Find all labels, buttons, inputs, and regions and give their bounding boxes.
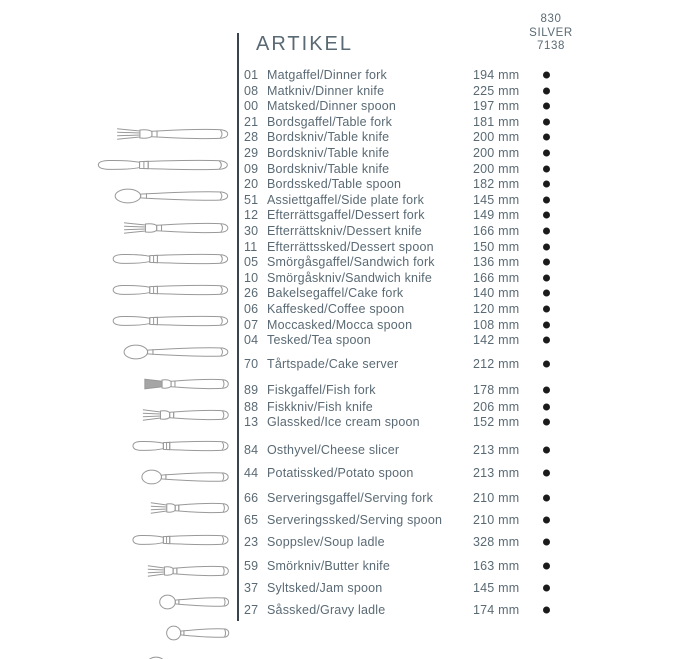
article-length: 200 mm	[473, 130, 520, 145]
article-name: Bordskniv/Table knife	[267, 146, 390, 160]
article-code: 12	[244, 208, 259, 223]
spoon-illustration-icon	[166, 625, 230, 641]
article-name: Potatissked/Potato spoon	[267, 466, 414, 480]
availability-dot	[543, 150, 550, 157]
article-length: 120 mm	[473, 302, 520, 316]
article-name: Assiettgaffel/Side plate fork	[267, 192, 425, 207]
article-name: Efterrättskniv/Dessert knife	[267, 224, 422, 238]
availability-dot	[543, 103, 550, 110]
availability-dot	[543, 495, 550, 502]
article-row	[0, 602, 682, 618]
article-name: Såssked/Gravy ladle	[267, 603, 386, 617]
article-row	[0, 192, 682, 208]
article-code: 05	[244, 255, 259, 270]
article-code: 23	[244, 535, 259, 549]
article-row	[0, 580, 682, 596]
article-length: 328 mm	[473, 535, 520, 549]
article-code: 08	[244, 83, 259, 98]
article-length: 152 mm	[473, 415, 520, 429]
article-row	[0, 254, 682, 270]
article-row	[0, 114, 682, 130]
article-row	[0, 442, 682, 458]
article-row	[0, 512, 682, 528]
availability-dot	[543, 87, 550, 94]
availability-dot	[543, 274, 550, 281]
article-name: Fiskkniv/Fish knife	[267, 400, 373, 414]
article-name: Bordskniv/Table knife	[267, 130, 390, 145]
article-code: 65	[244, 513, 259, 527]
availability-dot	[543, 72, 550, 79]
availability-dot	[543, 290, 550, 297]
article-name: Serveringsgaffel/Serving fork	[267, 491, 434, 505]
article-name: Bordsgaffel/Table fork	[267, 114, 393, 129]
article-code: 00	[244, 99, 259, 114]
article-name: Fiskgaffel/Fish fork	[267, 383, 376, 397]
article-length: 142 mm	[473, 333, 520, 348]
article-row	[0, 285, 682, 301]
article-code: 04	[244, 333, 259, 348]
article-name: Tesked/Tea spoon	[267, 333, 371, 348]
article-length: 166 mm	[473, 270, 520, 285]
page-title: ARTIKEL	[256, 33, 353, 55]
article-row	[0, 223, 682, 239]
article-name: Soppslev/Soup ladle	[267, 535, 385, 549]
article-code: 06	[244, 302, 259, 316]
article-length: 210 mm	[473, 513, 520, 527]
article-name: Efterrättssked/Dessert spoon	[267, 239, 434, 254]
article-row	[0, 239, 682, 255]
availability-dot	[543, 134, 550, 141]
availability-dot	[543, 387, 550, 394]
availability-dot	[543, 196, 550, 203]
availability-dot	[543, 212, 550, 219]
article-length: 108 mm	[473, 317, 520, 332]
article-code: 44	[244, 466, 259, 480]
article-row	[0, 332, 682, 348]
article-name: Smörgåskniv/Sandwich knife	[267, 270, 432, 285]
article-code: 27	[244, 603, 259, 617]
article-row	[0, 145, 682, 161]
article-row	[0, 67, 682, 83]
article-row	[0, 207, 682, 223]
availability-dot	[543, 181, 550, 188]
article-code: 70	[244, 357, 259, 371]
article-length: 163 mm	[473, 559, 520, 573]
article-code: 01	[244, 68, 259, 82]
article-row	[0, 490, 682, 506]
article-code: 28	[244, 130, 259, 145]
article-code: 66	[244, 491, 259, 505]
availability-dot	[543, 259, 550, 266]
availability-dot	[543, 361, 550, 368]
availability-dot	[543, 321, 550, 328]
article-row	[0, 465, 682, 481]
series-number: 830	[540, 13, 562, 25]
article-code: 88	[244, 400, 259, 414]
availability-dot	[543, 517, 550, 524]
article-length: 182 mm	[473, 177, 520, 192]
availability-dot	[543, 585, 550, 592]
article-length: 150 mm	[473, 239, 520, 254]
article-code: 13	[244, 415, 259, 429]
article-code: 26	[244, 286, 259, 301]
article-code: 07	[244, 317, 259, 332]
article-row	[0, 534, 682, 550]
article-name: Bordssked/Table spoon	[267, 177, 402, 192]
article-name: Osthyvel/Cheese slicer	[267, 443, 400, 457]
article-code: 21	[244, 114, 259, 129]
article-name: Glassked/Ice cream spoon	[267, 415, 420, 429]
article-length: 181 mm	[473, 114, 520, 129]
article-code: 11	[244, 239, 258, 254]
availability-dot	[543, 337, 550, 344]
article-row	[0, 356, 682, 372]
article-row	[0, 83, 682, 99]
article-length: 145 mm	[473, 192, 520, 207]
availability-dot	[543, 243, 550, 250]
article-length: 194 mm	[473, 68, 520, 82]
article-code: 37	[244, 581, 259, 595]
series-code: 7138	[537, 40, 565, 52]
article-code: 89	[244, 383, 259, 397]
availability-dot	[543, 404, 550, 411]
article-name: Smörkniv/Butter knife	[267, 559, 390, 573]
article-row	[0, 399, 682, 415]
article-name: Matkniv/Dinner knife	[267, 83, 385, 98]
article-name: Kaffesked/Coffee spoon	[267, 302, 405, 316]
article-length: 210 mm	[473, 491, 520, 505]
article-length: 149 mm	[473, 208, 520, 223]
article-row	[0, 98, 682, 114]
article-length: 166 mm	[473, 224, 520, 238]
article-name: Bakelsegaffel/Cake fork	[267, 286, 404, 301]
article-code: 30	[244, 224, 259, 238]
article-name: Efterrättsgaffel/Dessert fork	[267, 208, 425, 223]
availability-dot	[543, 419, 550, 426]
article-length: 178 mm	[473, 383, 520, 397]
article-length: 145 mm	[473, 581, 520, 595]
availability-dot	[543, 539, 550, 546]
article-row	[0, 414, 682, 430]
article-name: Matgaffel/Dinner fork	[267, 68, 387, 82]
article-row	[0, 176, 682, 192]
article-length: 206 mm	[473, 400, 520, 414]
article-code: 29	[244, 146, 259, 160]
article-row	[0, 129, 682, 145]
article-length: 213 mm	[473, 466, 520, 480]
article-length: 225 mm	[473, 83, 520, 98]
article-length: 136 mm	[473, 255, 520, 270]
availability-dot	[543, 563, 550, 570]
article-code: 20	[244, 177, 259, 192]
article-row	[0, 558, 682, 574]
article-length: 140 mm	[473, 286, 520, 301]
article-code: 59	[244, 559, 259, 573]
article-row	[0, 270, 682, 286]
article-row	[0, 161, 682, 177]
article-row	[0, 317, 682, 333]
article-code: 10	[244, 270, 259, 285]
series-name: SILVER	[529, 26, 573, 39]
availability-dot	[543, 447, 550, 454]
article-length: 200 mm	[473, 146, 520, 160]
availability-dot	[543, 118, 550, 125]
article-length: 197 mm	[473, 99, 520, 114]
article-length: 200 mm	[473, 161, 520, 176]
article-name: Serveringssked/Serving spoon	[267, 513, 443, 527]
article-name: Syltsked/Jam spoon	[267, 581, 383, 595]
article-name: Moccasked/Mocca spoon	[267, 317, 413, 332]
article-row	[0, 301, 682, 317]
article-name: Smörgåsgaffel/Sandwich fork	[267, 255, 435, 270]
article-name: Matsked/Dinner spoon	[267, 99, 397, 114]
article-length: 212 mm	[473, 357, 520, 371]
series-header	[514, 13, 588, 54]
availability-dot	[543, 306, 550, 313]
article-name: Bordskniv/Table knife	[267, 161, 390, 176]
article-name: Tårtspade/Cake server	[267, 357, 399, 371]
article-code: 51	[244, 192, 259, 207]
availability-dot	[543, 228, 550, 235]
article-code: 09	[244, 161, 259, 176]
article-code: 84	[244, 443, 259, 457]
article-length: 174 mm	[473, 603, 520, 617]
availability-dot	[543, 470, 550, 477]
availability-dot	[543, 165, 550, 172]
article-length: 213 mm	[473, 443, 520, 457]
availability-dot	[543, 607, 550, 614]
article-row	[0, 382, 682, 398]
